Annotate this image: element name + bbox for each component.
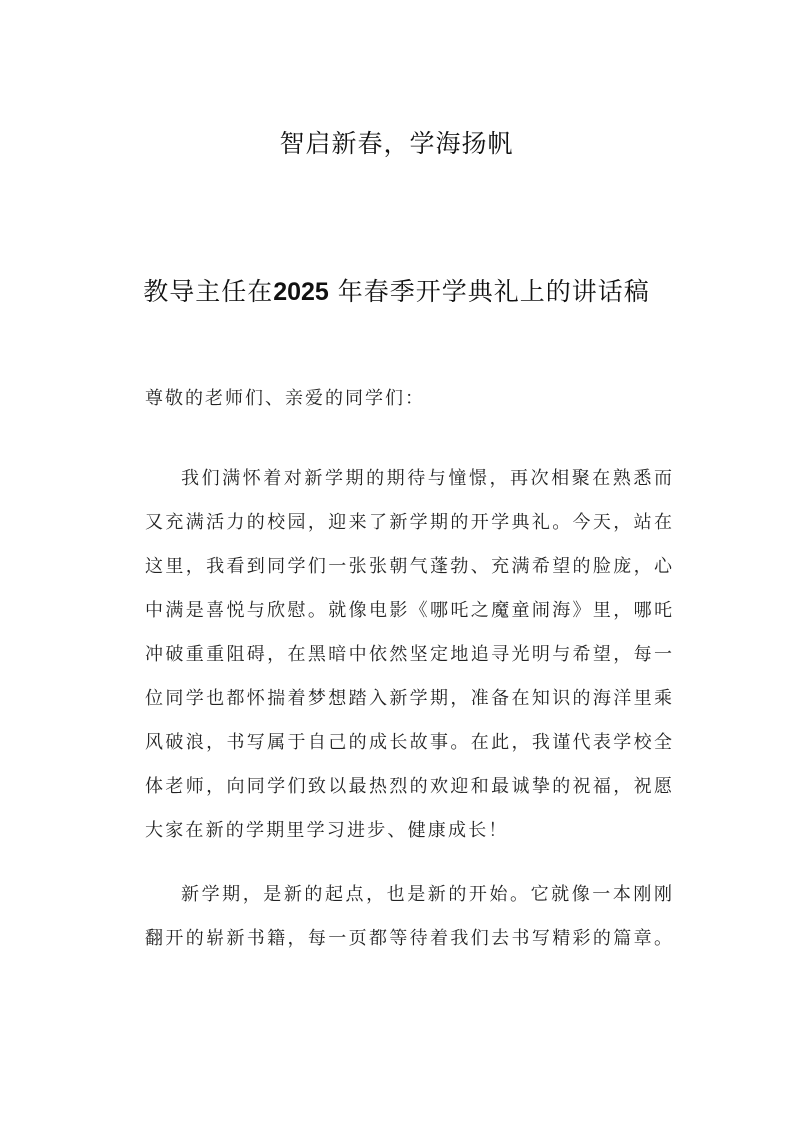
paragraph-line: 体老师，向同学们致以最热烈的欢迎和最诚挚的祝福，祝愿: [145, 776, 675, 797]
paragraph-line: 大家在新的学期里学习进步、健康成长！: [145, 820, 509, 841]
paragraph-line: 翻开的崭新书籍，每一页都等待着我们去书写精彩的篇章。: [145, 928, 675, 949]
subtitle-prefix: 教导主任在: [143, 277, 274, 306]
paragraph-line: 又充满活力的校园，迎来了新学期的开学典礼。今天，站在: [145, 512, 675, 533]
paragraph-line: 位同学也都怀揣着梦想踏入新学期，准备在知识的海洋里乘: [145, 688, 675, 709]
subtitle-suffix: 年春季开学典礼上的讲话稿: [328, 277, 650, 306]
paragraph-line: 中满是喜悦与欣慰。就像电影《哪吒之魔童闹海》里，哪吒: [145, 600, 675, 621]
paragraph-line: 新学期，是新的起点，也是新的开始。它就像一本刚刚: [181, 884, 675, 905]
salutation: 尊敬的老师们、亲爱的同学们：: [145, 388, 425, 409]
subtitle-year: 2025: [273, 278, 329, 306]
document-title: 智启新春，学海扬帆: [279, 129, 514, 158]
paragraph-line: 冲破重重阻碍，在黑暗中依然坚定地追寻光明与希望，每一: [145, 644, 675, 665]
paragraph-line: 我们满怀着对新学期的期待与憧憬，再次相聚在熟悉而: [181, 468, 675, 489]
paragraph-line: 这里，我看到同学们一张张朝气蓬勃、充满希望的脸庞，心: [145, 556, 675, 577]
document-subtitle: [0, 274, 793, 310]
paragraph-line: 风破浪，书写属于自己的成长故事。在此，我谨代表学校全: [145, 732, 675, 753]
